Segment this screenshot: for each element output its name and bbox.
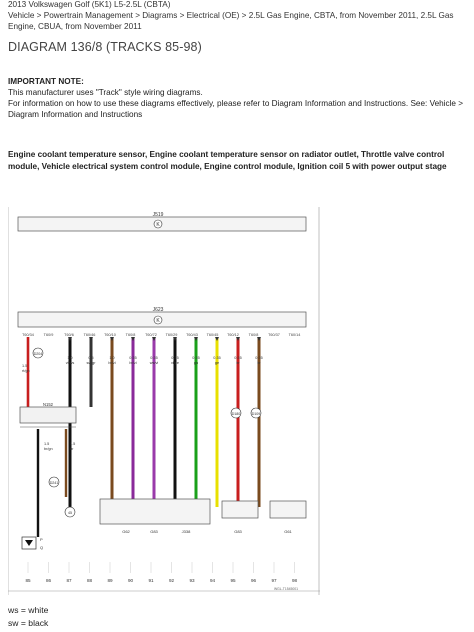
- wire-color-label: ge: [214, 361, 220, 365]
- track-number: 93: [189, 578, 195, 583]
- component-label: G62: [122, 529, 130, 534]
- ecm-pin-label: T60/8: [125, 333, 136, 337]
- track-number: 97: [271, 578, 277, 583]
- component-label: J338: [181, 529, 191, 534]
- note-line-2: For information on how to use these diagrams effectively, please refer to Diagram Information and Instructions. See: Vehicle > Diagram Information and Instructions: [8, 99, 464, 119]
- splice-label-2: D241: [49, 481, 59, 485]
- wire-size-label: 0.35: [234, 356, 242, 360]
- ecm-pin-label: T60/37: [268, 333, 280, 337]
- wire-color-label: br/vi: [108, 361, 116, 365]
- ecm-pin-label: T60/9: [43, 333, 54, 337]
- relay-wire-color: rt/gn: [22, 369, 30, 373]
- page-title: DIAGRAM 136/8 (TRACKS 85-98): [8, 40, 202, 54]
- relay-lower-size-1: 1.5: [44, 442, 50, 446]
- component-label: G83: [234, 529, 242, 534]
- wire-size-label: 0.35: [129, 356, 137, 360]
- ecm-pin-label: T60/29: [165, 333, 178, 337]
- relay-lower-size-2: 1.5: [70, 442, 76, 446]
- track-number: 89: [107, 578, 113, 583]
- wire-size-label: 0.35: [213, 356, 221, 360]
- legend-black: sw = black: [8, 618, 49, 628]
- relay-wire-size: 1.5: [22, 364, 28, 368]
- splice-label-4: D109: [251, 412, 261, 416]
- breadcrumb[interactable]: Vehicle > Powertrain Management > Diagrams > Electrical (OE) > 2.5L Gas Engine, CBTA, from November 2011, 2.5L Gas Engine, CBUA, from November 2011: [8, 11, 454, 31]
- track-number: 90: [127, 578, 134, 583]
- wire-size-label: 1.0: [67, 356, 73, 360]
- splice-label: D204: [33, 352, 43, 356]
- splice-label-3: D180: [231, 412, 241, 416]
- component-label: G83: [150, 529, 158, 534]
- track-number: 88: [86, 578, 93, 583]
- ignition-coil-label-q: Q: [40, 545, 44, 550]
- ecm-circle-label: K: [156, 318, 160, 324]
- ecm-pin-label: T60/43: [186, 333, 198, 337]
- relay-lower-color-2: br: [70, 447, 74, 451]
- vehicle-line: 2013 Volkswagen Golf (5K1) L5-2.5L (CBTA): [8, 0, 171, 9]
- track-number: 95: [230, 578, 236, 583]
- ecm-pin-label: T60/14: [288, 333, 301, 337]
- wire-color-label: br: [236, 361, 240, 365]
- wiring-diagram-svg: [8, 207, 320, 595]
- wire-size-label: 0.35: [171, 356, 179, 360]
- note-line-1: This manufacturer uses "Track" style wiring diagrams.: [8, 88, 203, 97]
- ecm-pin-label: T60/8: [248, 333, 259, 337]
- throttle-module-box: [100, 499, 210, 524]
- ecm-pin-label: T60/72: [145, 333, 157, 337]
- ignition-coil-label-p: P: [40, 537, 43, 542]
- ecm-pin-label: T60/10: [104, 333, 116, 337]
- relay-box: [20, 407, 76, 423]
- wire-color-label: vi/ge: [170, 361, 180, 365]
- wire-size-label: 0.35: [150, 356, 158, 360]
- ecm-pin-label: T60/6: [64, 333, 74, 337]
- wire-color-label: sw/gr: [86, 361, 96, 365]
- wire-size-label: 1.0: [109, 356, 115, 360]
- ecm-label: J623: [152, 307, 164, 313]
- wire-size-label: 0.5: [88, 356, 94, 360]
- footer-id: WGL-T1545001: [273, 587, 299, 591]
- track-number: 87: [66, 578, 72, 583]
- ecm-pin-label: T60/12: [227, 333, 239, 337]
- track-number: 98: [291, 578, 298, 583]
- legend-white: ws = white: [8, 605, 49, 615]
- wiring-diagram: [8, 207, 320, 595]
- wire-size-label: 0.35: [255, 356, 263, 360]
- track-number: 85: [25, 578, 31, 583]
- wire-color-label: br/vi: [129, 361, 137, 365]
- sensor-box-2: [270, 501, 306, 518]
- track-number: 96: [250, 578, 257, 583]
- ecm-pin-label: T60/34: [22, 333, 34, 337]
- wire-color-label: ws/vi: [149, 361, 159, 365]
- components-list: Engine coolant temperature sensor, Engine coolant temperature sensor on radiator outlet, Throttle valve control module, Vehicle electrical system control module, Engine control module, Ignition coil 5 with power output stage: [8, 150, 447, 171]
- relay-label: N152: [42, 402, 54, 407]
- ecm-pin-label: T60/46: [83, 333, 96, 337]
- ecm-pin-label: T60/45: [206, 333, 219, 337]
- wire-color-label: vi/ws: [65, 361, 75, 365]
- track-number: 92: [168, 578, 175, 583]
- note-heading: IMPORTANT NOTE:: [8, 77, 84, 86]
- top-connector-label: J519: [152, 212, 164, 218]
- component-label: G61: [284, 529, 292, 534]
- track-number: 94: [209, 578, 216, 583]
- track-number: 86: [45, 578, 52, 583]
- wire-color-label: br: [257, 361, 261, 365]
- wire-size-label: 0.35: [192, 356, 200, 360]
- wire-color-label: gn: [193, 361, 199, 365]
- sensor-box-1: [222, 501, 258, 518]
- track-number: 91: [148, 578, 154, 583]
- relay-lower-color-1: br/gn: [44, 447, 53, 451]
- ground-label: 45: [68, 511, 72, 515]
- top-connector-circle-label: K: [156, 222, 160, 228]
